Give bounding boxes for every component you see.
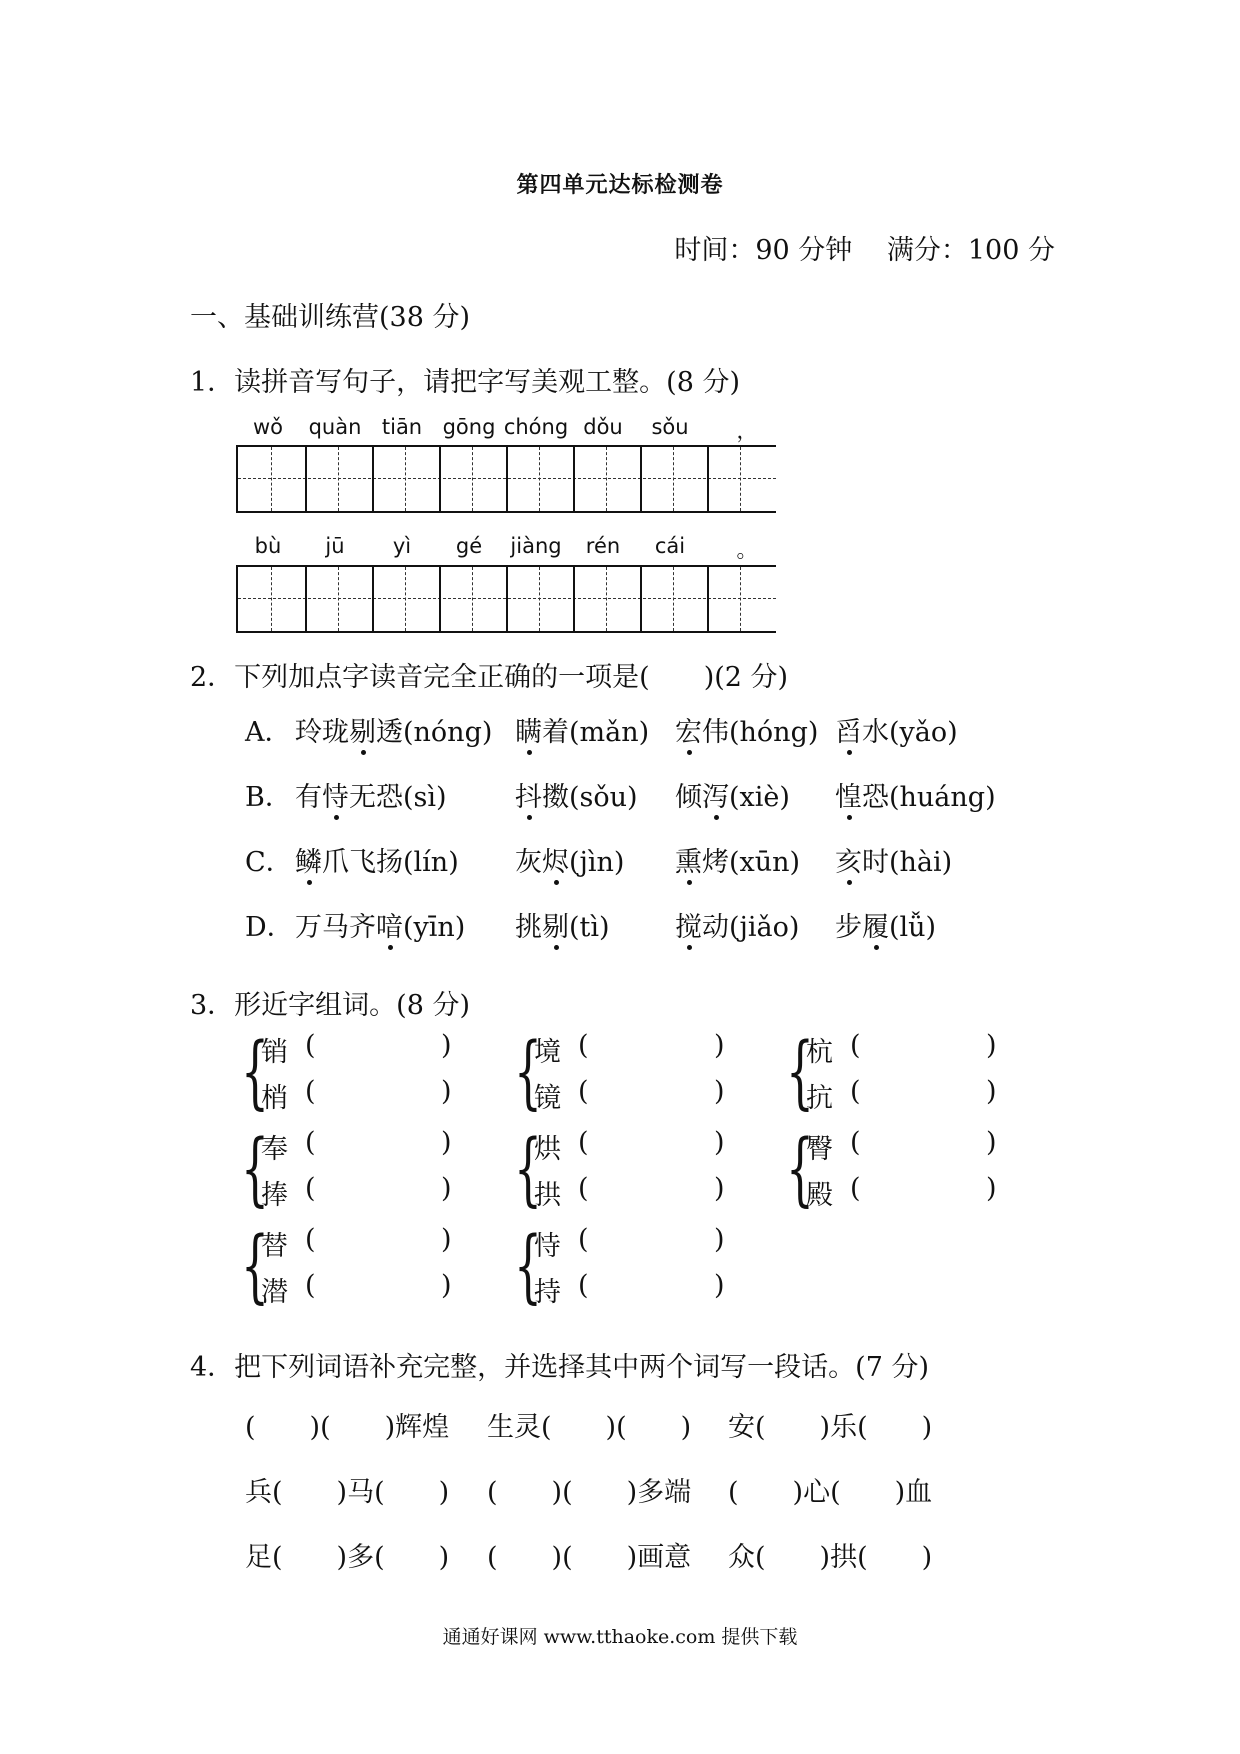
- pinyin-syllable: chóng: [503, 415, 569, 439]
- idiom-blank[interactable]: 足( )多( ): [245, 1542, 450, 1573]
- char-word-line[interactable]: 恃 ( ): [534, 1224, 725, 1262]
- question-4-label: 4．把下列词语补充完整，并选择其中两个词写一段话。(7 分): [190, 1352, 930, 1383]
- brace-icon: {: [514, 1122, 542, 1215]
- question-1-label: 1．读拼音写句子，请把字写美观工整。(8 分): [190, 367, 741, 398]
- option-item: 万马齐喑(yīn): [295, 905, 465, 944]
- grid-cell-divider: [271, 567, 272, 631]
- dotted-char: 亥: [835, 840, 862, 879]
- brace-icon: {: [241, 1219, 269, 1312]
- option-item: 倾泻(xiè): [675, 775, 790, 814]
- grid-cell[interactable]: [506, 447, 575, 511]
- option-item: 有恃无恐(sì): [295, 775, 447, 814]
- dotted-char: 履: [862, 905, 889, 944]
- idiom-blank[interactable]: 安( )乐( ): [728, 1412, 933, 1443]
- option-item: 抖擞(sǒu): [515, 775, 638, 814]
- option-item: 步履(lǚ): [835, 905, 936, 944]
- dotted-char: 搅: [675, 905, 702, 944]
- brace-icon: {: [786, 1122, 814, 1215]
- option-item: 灰烬(jìn): [515, 840, 624, 879]
- grid-cell[interactable]: [238, 447, 307, 511]
- idiom-blank[interactable]: ( )心( )血: [728, 1477, 933, 1508]
- grid-cell-divider: [673, 447, 674, 511]
- brace-icon: {: [241, 1025, 269, 1118]
- pinyin-syllable: 。: [736, 538, 758, 562]
- grid-cell[interactable]: [573, 567, 642, 631]
- dotted-char: 熏: [675, 840, 702, 879]
- char-word-line[interactable]: 持 ( ): [534, 1270, 725, 1308]
- grid-cell-divider: [472, 447, 473, 511]
- pinyin-syllable: bù: [254, 534, 282, 558]
- pinyin-syllable: rén: [585, 534, 621, 558]
- char-word-line[interactable]: 替 ( ): [261, 1224, 452, 1262]
- dotted-char: 泻: [702, 775, 729, 814]
- option-item: 宏伟(hóng): [675, 710, 818, 749]
- grid-cell[interactable]: [372, 447, 441, 511]
- pinyin-syllable: jū: [325, 534, 345, 558]
- grid-cell-divider: [539, 447, 540, 511]
- dotted-char: 惶: [835, 775, 862, 814]
- char-word-line[interactable]: 潜 ( ): [261, 1270, 452, 1308]
- option-item: 搅动(jiǎo): [675, 905, 799, 944]
- question-3-label: 3．形近字组词。(8 分): [190, 990, 471, 1021]
- char-word-line[interactable]: 殿 ( ): [806, 1173, 997, 1211]
- option-letter: A．: [245, 717, 292, 748]
- char-word-line[interactable]: 臀 ( ): [806, 1127, 997, 1165]
- brace-icon: {: [241, 1122, 269, 1215]
- grid-cell[interactable]: [506, 567, 575, 631]
- char-word-line[interactable]: 销 ( ): [261, 1030, 452, 1068]
- char-word-line[interactable]: 境 ( ): [534, 1030, 725, 1068]
- option-item: 瞒着(mǎn): [515, 710, 649, 749]
- idiom-blank[interactable]: ( )( )多端: [487, 1477, 692, 1508]
- idiom-blank[interactable]: 兵( )马( ): [245, 1477, 450, 1508]
- pinyin-syllable: yì: [392, 534, 412, 558]
- grid-cell[interactable]: [439, 567, 508, 631]
- option-item: 鳞爪飞扬(lín): [295, 840, 459, 879]
- idiom-blank[interactable]: 生灵( )( ): [487, 1412, 692, 1443]
- dotted-char: 恃: [322, 775, 349, 814]
- dotted-char: 抖: [515, 775, 542, 814]
- pinyin-syllable: cái: [654, 534, 686, 558]
- grid-cell[interactable]: [305, 447, 374, 511]
- grid-cell[interactable]: [707, 567, 774, 631]
- section-heading: 一、基础训练营(38 分): [190, 302, 471, 333]
- pinyin-syllable: ，: [736, 419, 758, 443]
- dotted-char: 烬: [542, 840, 569, 879]
- char-word-line[interactable]: 拱 ( ): [534, 1173, 725, 1211]
- idiom-blank[interactable]: ( )( )画意: [487, 1542, 692, 1573]
- grid-cell-divider: [740, 447, 741, 511]
- dotted-char: 鳞: [295, 840, 322, 879]
- char-word-line[interactable]: 杭 ( ): [806, 1030, 997, 1068]
- brace-icon: {: [514, 1219, 542, 1312]
- grid-cell[interactable]: [640, 447, 709, 511]
- char-word-line[interactable]: 镜 ( ): [534, 1076, 725, 1114]
- grid-cell-divider: [606, 447, 607, 511]
- pinyin-syllable: quàn: [308, 415, 362, 439]
- grid-cell-divider: [338, 567, 339, 631]
- char-word-line[interactable]: 抗 ( ): [806, 1076, 997, 1114]
- time-limit: 时间：90 分钟: [674, 235, 853, 266]
- grid-cell-divider: [405, 567, 406, 631]
- writing-grid-1[interactable]: [236, 445, 776, 513]
- full-score: 满分：100 分: [886, 235, 1055, 266]
- grid-cell[interactable]: [439, 447, 508, 511]
- grid-cell[interactable]: [707, 447, 774, 511]
- grid-cell-divider: [740, 567, 741, 631]
- option-item: 熏烤(xūn): [675, 840, 800, 879]
- dotted-char: 瞒: [515, 710, 542, 749]
- exam-meta: [668, 228, 1055, 267]
- grid-cell[interactable]: [640, 567, 709, 631]
- grid-cell[interactable]: [238, 567, 307, 631]
- brace-icon: {: [514, 1025, 542, 1118]
- pinyin-syllable: sǒu: [651, 415, 689, 439]
- option-item: 玲珑剔透(nóng): [295, 710, 492, 749]
- grid-cell[interactable]: [305, 567, 374, 631]
- grid-cell[interactable]: [573, 447, 642, 511]
- option-letter: D．: [245, 912, 294, 943]
- brace-icon: {: [786, 1025, 814, 1118]
- pinyin-syllable: gōng: [442, 415, 496, 439]
- idiom-blank[interactable]: 众( )拱( ): [728, 1542, 933, 1573]
- option-item: 亥时(hài): [835, 840, 952, 879]
- char-word-line[interactable]: 奉 ( ): [261, 1127, 452, 1165]
- dotted-char: 宏: [675, 710, 702, 749]
- pinyin-syllable: jiàng: [510, 534, 562, 558]
- option-letter: C．: [245, 847, 293, 878]
- char-word-line[interactable]: 烘 ( ): [534, 1127, 725, 1165]
- pinyin-syllable: wǒ: [252, 415, 284, 439]
- grid-cell-divider: [673, 567, 674, 631]
- pinyin-syllable: tiān: [381, 415, 423, 439]
- dotted-char: 剔: [542, 905, 569, 944]
- writing-grid-2[interactable]: [236, 565, 776, 633]
- dotted-char: 剔: [349, 710, 376, 749]
- option-item: 挑剔(tì): [515, 905, 610, 944]
- option-item: 惶恐(huáng): [835, 775, 996, 814]
- grid-cell-divider: [338, 447, 339, 511]
- option-item: 舀水(yǎo): [835, 710, 958, 749]
- footer-credit: 通通好课网 www.tthaoke.com 提供下载: [442, 1626, 798, 1648]
- pinyin-syllable: gé: [455, 534, 483, 558]
- grid-cell-divider: [405, 447, 406, 511]
- pinyin-syllable: dǒu: [583, 415, 623, 439]
- dotted-char: 喑: [376, 905, 403, 944]
- option-letter: B．: [245, 782, 292, 813]
- char-word-line[interactable]: 捧 ( ): [261, 1173, 452, 1211]
- grid-cell-divider: [271, 447, 272, 511]
- grid-cell-divider: [539, 567, 540, 631]
- grid-cell-divider: [606, 567, 607, 631]
- grid-cell-divider: [472, 567, 473, 631]
- idiom-blank[interactable]: ( )( )辉煌: [245, 1412, 450, 1443]
- char-word-line[interactable]: 梢 ( ): [261, 1076, 452, 1114]
- page-title: 第四单元达标检测卷: [516, 172, 724, 198]
- grid-cell[interactable]: [372, 567, 441, 631]
- question-2-label: 2．下列加点字读音完全正确的一项是( )(2 分): [190, 662, 789, 693]
- dotted-char: 舀: [835, 710, 862, 749]
